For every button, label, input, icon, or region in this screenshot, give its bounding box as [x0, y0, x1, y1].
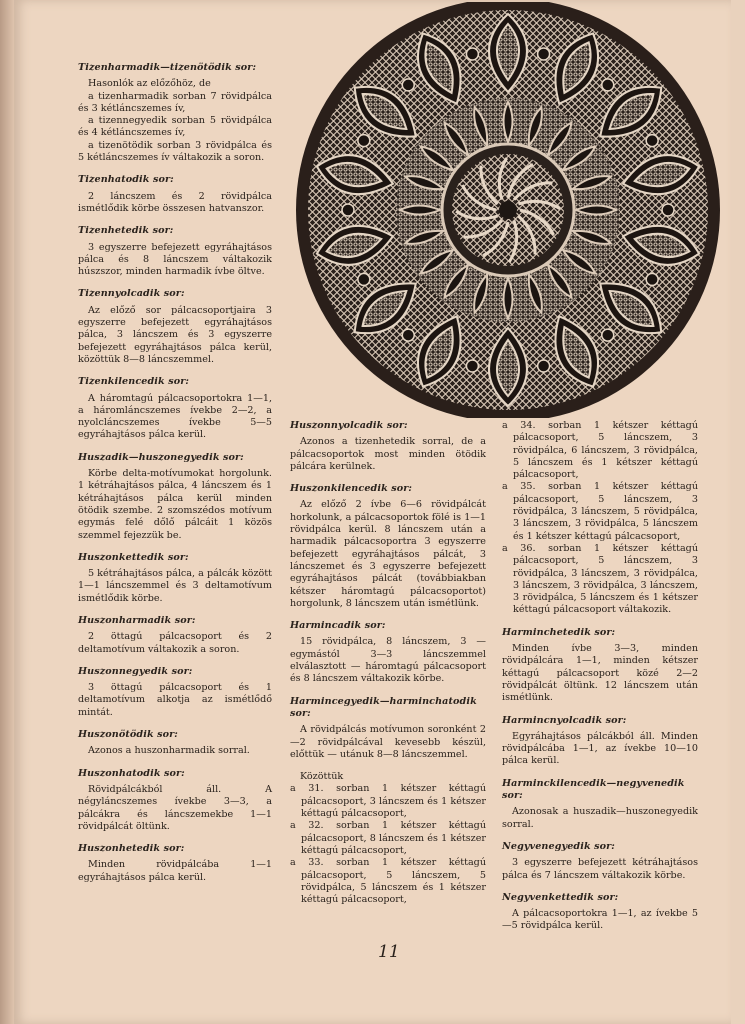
- section-heading: Tizenhatodik sor:: [78, 174, 174, 186]
- text-column-left: [78, 62, 272, 894]
- section-text: A rövidpálcás motívumon soronként 2—2 rövidpálcával kevesebb készül, előttük — utánuk 8—8 láncszemmel.: [290, 724, 486, 760]
- section-text: Hasonlók az előzőhöz, de: [88, 78, 211, 90]
- section-heading: Huszonharmadik sor:: [78, 614, 196, 626]
- doily-petal: [504, 278, 513, 318]
- section-text: a tizenharmadik sorban 7 rövidpálca és 3 kétláncszemes ív,: [78, 90, 272, 114]
- section-text: Minden rövidpálcába 1—1 egyráhajtásos pálca kerül.: [78, 859, 272, 883]
- text-column-middle: [290, 420, 486, 916]
- instruction-section: [502, 627, 698, 705]
- instruction-section: [78, 666, 272, 719]
- section-text: 3 egyszerre befejezett egyráhajtásos pálca és 8 láncszem váltakozik húszszor, minden harmadik ívbe öltve.: [78, 241, 272, 278]
- section-text: a tizenötödik sorban 3 rövidpálca és 5 kétláncszemes ív váltakozik a soron.: [78, 139, 272, 164]
- instruction-section: [290, 420, 486, 473]
- instruction-section: [502, 715, 698, 768]
- doily-hole: [466, 48, 478, 60]
- doily-petal: [576, 206, 616, 215]
- section-heading: Negyvenkettedik sor:: [502, 891, 619, 903]
- section-text: 5 kétráhajtásos pálca, a pálcák között 1—1 láncszemmel és 3 deltamotívum ismétlődik körbe.: [78, 568, 272, 604]
- instruction-section: [78, 729, 272, 758]
- instruction-section: [502, 841, 698, 882]
- doily-petal: [400, 206, 440, 215]
- section-heading: Huszonötödik sor:: [78, 729, 178, 741]
- instruction-section: [502, 892, 698, 933]
- row-list-item: a 32. sorban 1 kétszer kéttagú pálcacsoport, 8 láncszem és 1 kétszer kéttagú pálcacsoport,: [290, 820, 486, 856]
- doily-hole: [342, 204, 354, 216]
- instruction-section: [290, 620, 486, 685]
- row-list-item: a 33. sorban 1 kétszer kéttagú pálcacsoport, 5 láncszem, 5 rövidpálca, 5 láncszem és 1 kétszer kéttagú pálcacsoport,: [290, 857, 486, 906]
- instruction-section: [290, 483, 486, 610]
- instruction-section: [78, 288, 272, 366]
- instruction-section: [78, 452, 272, 542]
- instruction-section: [78, 376, 272, 441]
- section-text: Rövidpálcákból áll. A négyláncszemes ívekbe 3—3, a pálcákra és láncszemekbe 1—1 rövidpálcát öltünk.: [78, 783, 272, 832]
- row-list-item: a 34. sorban 1 kétszer kéttagú pálcacsoport, 5 láncszem, 3 rövidpálca, 6 láncszem, 3 rövidpálca, 5 láncszem és 1 kétszer kéttagú pálcacsoport,: [502, 420, 698, 481]
- instruction-section: [78, 615, 272, 656]
- section-heading: Huszonhetedik sor:: [78, 843, 185, 855]
- section-heading: Harmincegyedik—harminchatodik sor:: [290, 695, 477, 719]
- section-heading: Tizenkilencedik sor:: [78, 376, 190, 388]
- section-heading: Tizenhetedik sor:: [78, 225, 174, 237]
- section-text: Azonosak a huszadik—huszonegyedik sorral.: [502, 806, 698, 830]
- section-text: 2 öttagú pálcacsoport és 2 deltamotívum váltakozik a soron.: [78, 631, 272, 655]
- doily-hole: [602, 79, 614, 91]
- doily-hole: [538, 360, 550, 372]
- section-text: 2 láncszem és 2 rövidpálca ismétlődik körbe összesen hatvanszor.: [78, 190, 272, 214]
- section-heading: Harmincnyolcadik sor:: [502, 714, 627, 726]
- section-text: Egyráhajtásos pálcákból áll. Minden rövidpálcába 1—1, az ívekbe 10—10 pálca kerül.: [502, 730, 698, 767]
- section-heading: Huszonkettedik sor:: [78, 551, 189, 563]
- instruction-section: [78, 225, 272, 278]
- section-heading: Huszonnyolcadik sor:: [290, 420, 408, 431]
- section-text: 3 öttagú pálcacsoport és 1 deltamotívum alkotja az ismétlődő mintát.: [78, 682, 272, 718]
- instruction-section: [502, 420, 698, 617]
- instruction-section: [78, 552, 272, 605]
- section-text: Az előző 2 ívbe 6—6 rövidpálcát horkolunk, a pálcacsoportok fölé is 1—1 rövidpálca kerül. 8 láncszem után a harmadik pálcacsoportra 3 egyszerre befejezett egyráhajtásos pálcát, 3 láncszemet és 3 egyszerre befejezett egyráhajtásos pálcát (továbbiakban kétszer háromtagú pálcacsoportot) horgolunk, 8 láncszem után ismétlünk.: [290, 499, 486, 609]
- doily-hole: [402, 329, 414, 341]
- section-heading: Negyvenegyedik sor:: [502, 840, 615, 852]
- doily-hole: [358, 135, 370, 147]
- row-list-item: a 31. sorban 1 kétszer kéttagú pálcacsoport, 3 láncszem és 1 kétszer kéttagú pálcacsoport,: [290, 783, 486, 820]
- section-text: Körbe delta-motívumokat horgolunk. 1 kétráhajtásos pálca, 4 láncszem és 1 kétráhajtásos pálca kerül minden ötödik szembe. 2 szomszédos motívum egymás felé dőlő pálcáit 1 közös szemmel fejezzük be.: [78, 468, 272, 541]
- instruction-section: [78, 174, 272, 215]
- section-heading: Tizennyolcadik sor:: [78, 288, 185, 300]
- section-text: Azonos a tizenhetedik sorral, de a pálcacsoportok most minden ötödik pálcára kerülnek.: [290, 436, 486, 472]
- crochet-doily-image: [288, 2, 728, 418]
- section-heading: Huszonhatodik sor:: [78, 767, 185, 779]
- section-text: a tizennegyedik sorban 5 rövidpálca és 4 kétláncszemes ív,: [78, 115, 272, 139]
- doily-hole: [358, 273, 370, 285]
- instruction-section: [78, 843, 272, 884]
- section-text: A pálcacsoportokra 1—1, az ívekbe 5—5 rövidpálca kerül.: [502, 908, 698, 932]
- section-heading: Huszonnegyedik sor:: [78, 665, 193, 677]
- section-heading: Harminchetedik sor:: [502, 626, 616, 638]
- section-text: Azonos a huszonharmadik sorral.: [88, 745, 250, 757]
- section-heading: Huszadik—huszonegyedik sor:: [78, 451, 244, 463]
- section-heading: Harmincadik sor:: [290, 620, 386, 632]
- instruction-section: [78, 768, 272, 833]
- doily-hole: [538, 48, 550, 60]
- doily-hole: [602, 329, 614, 341]
- doily-hole: [402, 79, 414, 91]
- book-spine-shadow: [0, 0, 14, 1024]
- instruction-section: [290, 771, 486, 906]
- section-text: Az előző sor pálcacsoportjaira 3 egyszerre befejezett egyráhajtásos pálca, 3 láncszem és 3 egyszerre befejezett egyráhajtásos pálca kerül, közöttük 8—8 láncszemmel.: [78, 304, 272, 365]
- doily-photo: [288, 2, 728, 418]
- row-list-item: a 35. sorban 1 kétszer kéttagú pálcacsoport, 5 láncszem, 3 rövidpálca, 3 láncszem, 5 rövidpálca, 3 láncszem, 3 rövidpálca, 5 láncszem és 1 kétszer kéttagú pálcacsoport,: [502, 481, 698, 542]
- section-text: A háromtagú pálcacsoportokra 1—1, a háromláncszemes ívekbe 2—2, a nyolcláncszemes ívekbe 5—5 egyráhajtásos pálca kerül.: [78, 392, 272, 441]
- doily-petal: [504, 102, 513, 142]
- doily-hole: [662, 204, 674, 216]
- section-text: Minden ívbe 3—3, minden rövidpálcára 1—1, minden kétszer kéttagú pálcacsoport közé 2—2 rövidpálcát öltünk. 12 láncszem után ismétlünk.: [502, 643, 698, 704]
- section-text: Közöttük: [300, 771, 344, 783]
- doily-hole: [466, 360, 478, 372]
- row-list-item: a 36. sorban 1 kétszer kéttagú pálcacsoport, 5 láncszem, 3 rövidpálca, 3 láncszem, 3 rövidpálca, 3 láncszem, 3 rövidpálca, 3 láncszem, 3 rövidpálca, 5 láncszem és 1 kétszer kéttagú pálcacsoport váltakozik.: [502, 542, 698, 616]
- section-heading: Tizenharmadik—tizenötödik sor:: [78, 62, 257, 73]
- section-text: 15 rövidpálca, 8 láncszem, 3 — egymástól 3—3 láncszemmel elválasztott — háromtagú pálcacsoport és 8 láncszem váltakozik körbe.: [290, 636, 486, 685]
- instruction-section: [502, 778, 698, 831]
- section-heading: Huszonkilencedik sor:: [290, 483, 413, 495]
- instruction-section: [78, 62, 272, 164]
- text-column-right: [502, 420, 698, 943]
- doily-hole: [646, 273, 658, 285]
- doily-hole: [646, 135, 658, 147]
- page-number: 11: [378, 942, 400, 962]
- instruction-section: [290, 696, 486, 761]
- section-heading: Harminckilencedik—negyvenedik sor:: [502, 777, 685, 802]
- section-text: 3 egyszerre befejezett kétráhajtásos pálca és 7 láncszem váltakozik körbe.: [502, 857, 698, 881]
